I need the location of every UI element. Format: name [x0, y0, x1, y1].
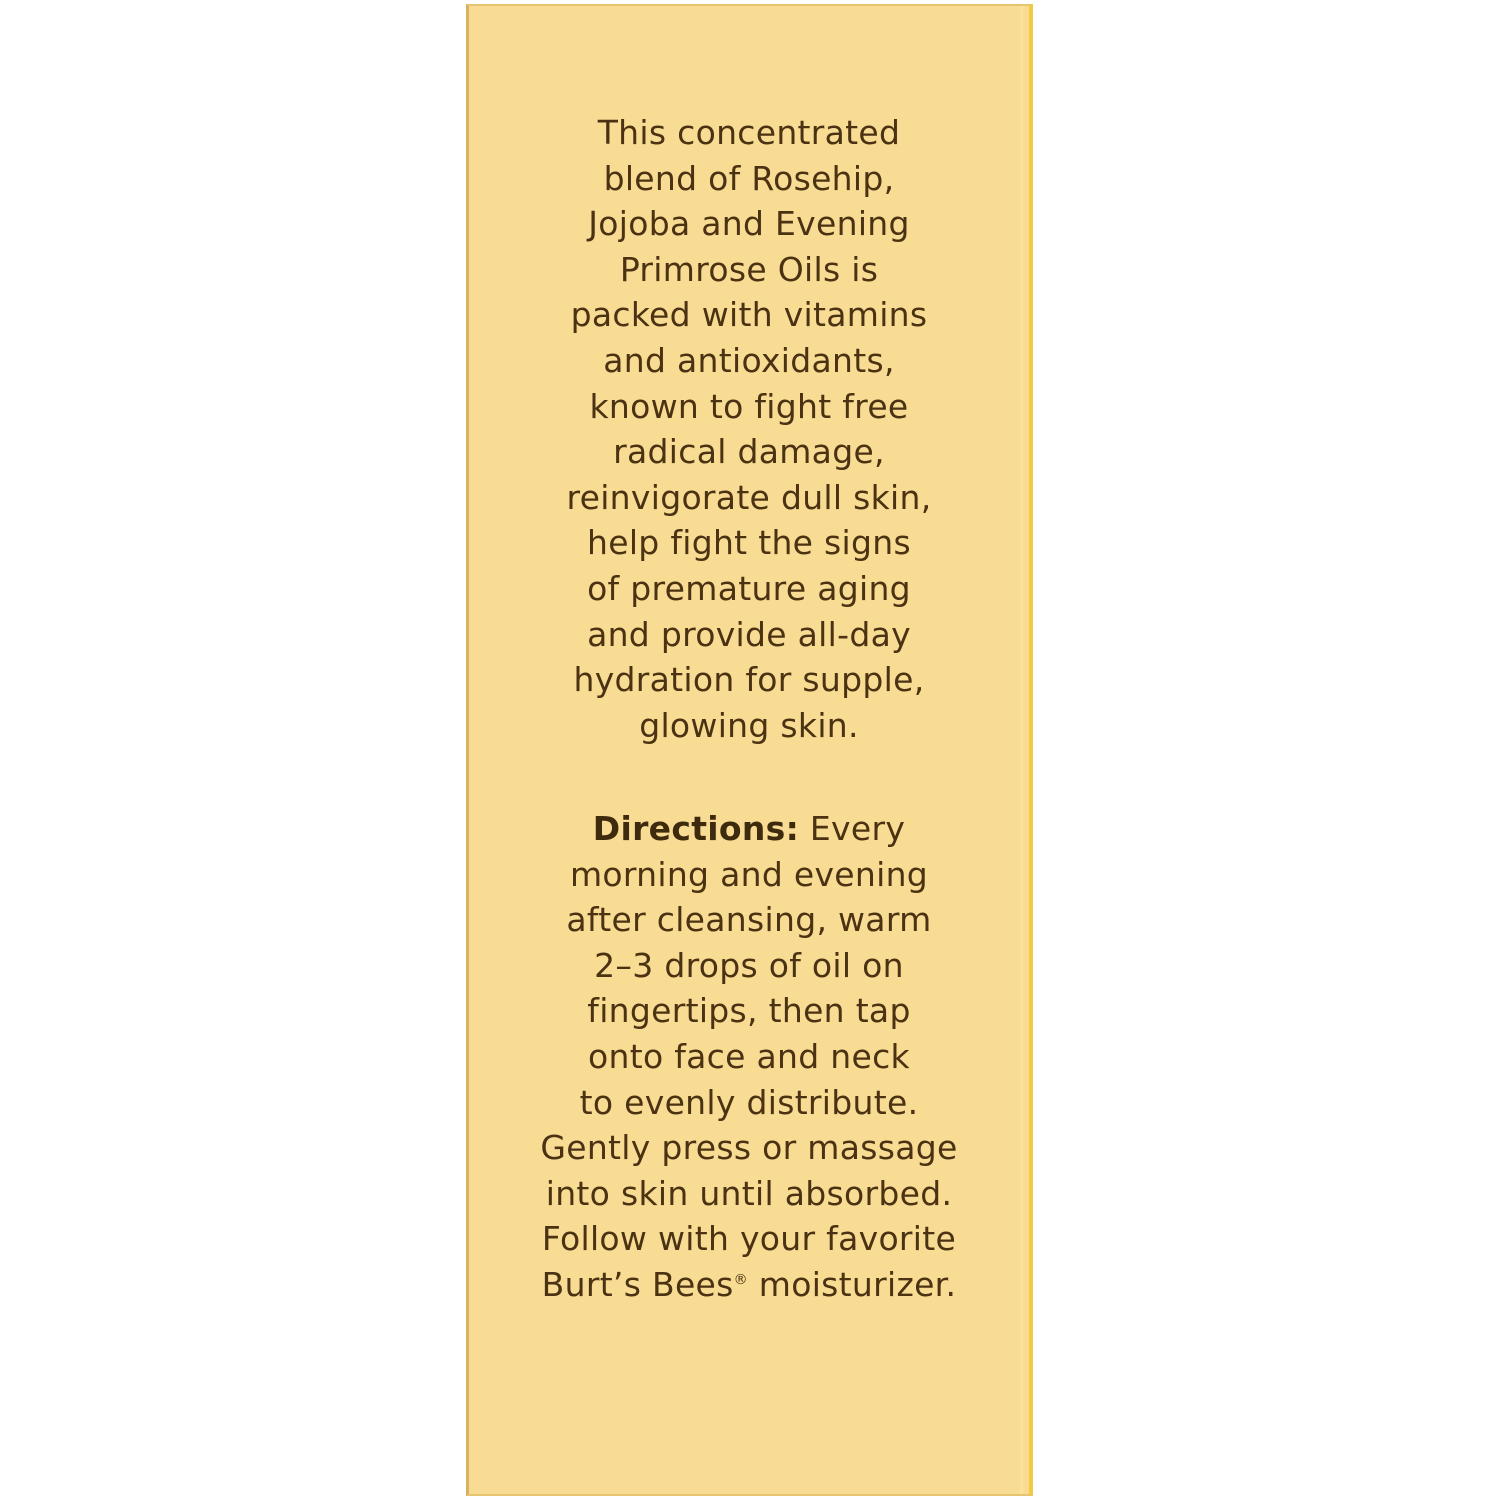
registered-trademark-mark: ® — [733, 1271, 748, 1288]
directions-line: into skin until absorbed. — [545, 1173, 953, 1213]
directions-line: Follow with your favorite — [541, 1219, 957, 1259]
description-line: radical damage, — [613, 432, 885, 472]
directions-first-line — [489, 806, 1009, 852]
directions-line: onto face and neck — [588, 1036, 910, 1076]
description-line: help fight the signs — [587, 523, 911, 563]
product-description — [469, 110, 1029, 748]
directions-line: morning and evening — [569, 854, 929, 894]
description-line: Primrose Oils is — [619, 249, 879, 289]
directions-line: fingertips, then tap — [587, 991, 911, 1031]
description-line: hydration for supple, — [573, 660, 925, 700]
description-line: known to fight free — [589, 386, 909, 426]
directions-last-line — [489, 1262, 1009, 1308]
description-line: This concentrated — [597, 113, 901, 152]
directions-line: after cleansing, warm — [566, 900, 932, 940]
description-line: packed with vitamins — [570, 295, 928, 335]
directions-heading: Directions: — [592, 809, 800, 848]
description-line: glowing skin. — [639, 705, 859, 745]
description-line: Jojoba and Evening — [588, 204, 910, 244]
description-line: and provide all-day — [587, 614, 911, 654]
description-line: of premature aging — [587, 568, 911, 608]
directions-last-line-text: moisturizer. — [747, 1264, 957, 1304]
description-line: and antioxidants, — [603, 340, 895, 380]
description-line: reinvigorate dull skin, — [566, 477, 932, 517]
directions-first-line-text: Every — [799, 809, 906, 848]
directions-line: Gently press or massage — [540, 1128, 958, 1168]
product-directions — [469, 806, 1029, 1308]
directions-line: to evenly distribute. — [579, 1082, 919, 1122]
directions-line: 2–3 drops of oil on — [594, 945, 904, 985]
description-line: blend of Rosehip, — [603, 158, 895, 198]
product-box-side-panel — [466, 4, 1033, 1496]
brand-name: Burt’s Bees — [541, 1264, 734, 1304]
